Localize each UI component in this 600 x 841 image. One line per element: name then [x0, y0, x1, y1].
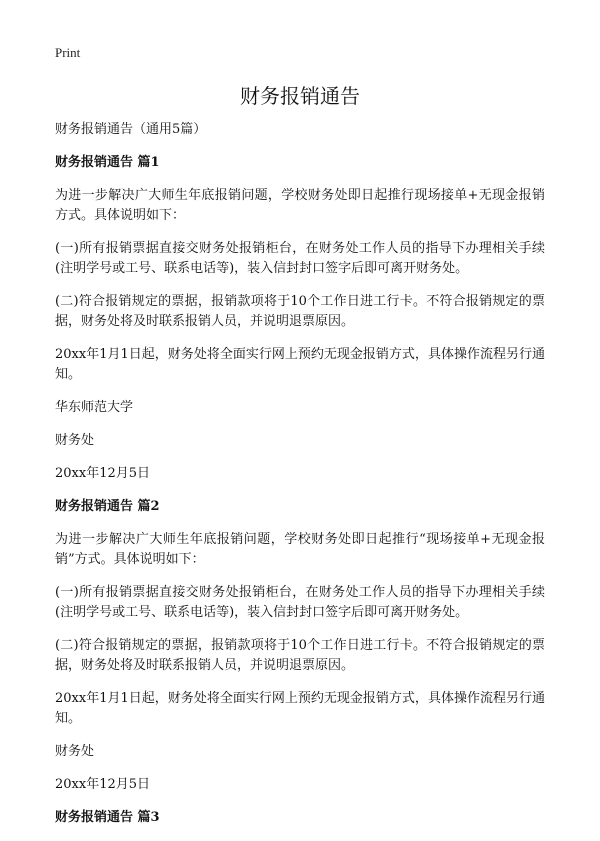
article-1-signature-org: 华东师范大学 [55, 400, 134, 415]
article-2-paragraph-3: (二)符合报销规定的票据，报销款项将于10个工作日进工行卡。不符合报销规定的票据，财务处将及时联系报销人员，并说明退票原因。 [55, 638, 545, 673]
document-body [55, 120, 545, 841]
article-1-signature-dept: 财务处 [55, 433, 95, 448]
article-3-heading: 财务报销通告 篇3 [55, 810, 160, 825]
article-1-paragraph-2: (一)所有报销票据直接交财务处报销柜台，在财务处工作人员的指导下办理相关手续(注明学号或工号、联系电话等)，装入信封封口签字后即可离开财务处。 [55, 241, 545, 276]
article-2-paragraph-4: 20xx年1月1日起，财务处将全面实行网上预约无现金报销方式，具体操作流程另行通知。 [55, 691, 545, 726]
article-2-signature-dept: 财务处 [55, 744, 95, 759]
document-subtitle: 财务报销通告（通用5篇） [55, 122, 207, 137]
article-1-paragraph-4: 20xx年1月1日起，财务处将全面实行网上预约无现金报销方式，具体操作流程另行通知。 [55, 347, 545, 382]
print-link[interactable]: Print [55, 45, 81, 60]
article-2-paragraph-2: (一)所有报销票据直接交财务处报销柜台，在财务处工作人员的指导下办理相关手续(注明学号或工号、联系电话等)，装入信封封口签字后即可离开财务处。 [55, 585, 545, 620]
article-2-date: 20xx年12月5日 [55, 777, 151, 792]
page-title: 财务报销通告 [240, 84, 360, 108]
article-1-paragraph-1: 为进一步解决广大师生年底报销问题，学校财务处即日起推行现场接单+无现金报销方式。具体说明如下： [55, 188, 545, 223]
article-2-paragraph-1: 为进一步解决广大师生年底报销问题，学校财务处即日起推行“现场接单+无现金报销”方式。具体说明如下： [55, 532, 545, 567]
article-1-heading: 财务报销通告 篇1 [55, 155, 160, 170]
article-2-heading: 财务报销通告 篇2 [55, 499, 160, 514]
article-1-date: 20xx年12月5日 [55, 466, 151, 481]
article-1-paragraph-3: (二)符合报销规定的票据，报销款项将于10个工作日进工行卡。不符合报销规定的票据，财务处将及时联系报销人员，并说明退票原因。 [55, 294, 545, 329]
